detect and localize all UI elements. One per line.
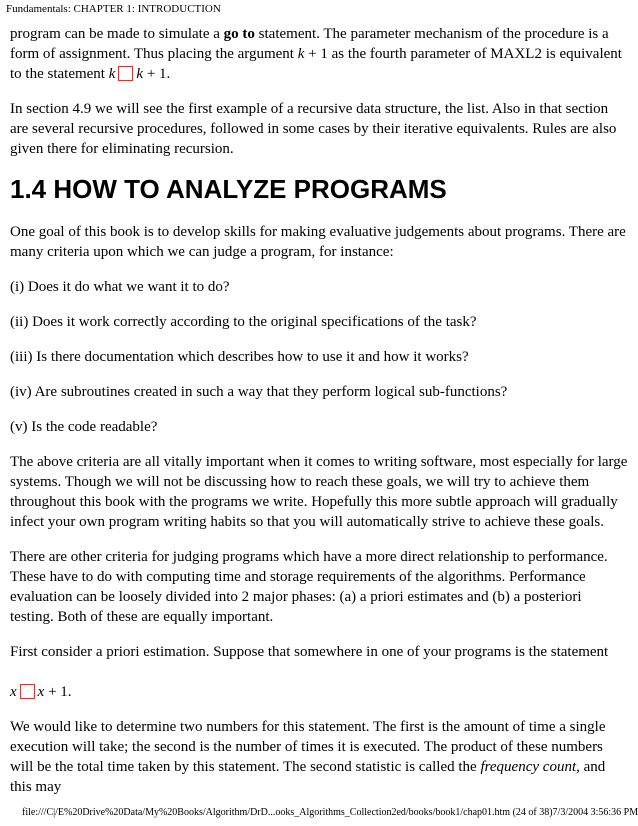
- frequency-count-term: frequency count,: [480, 759, 580, 775]
- criterion-item: (ii) Does it work correctly according to the original specifications of the task?: [10, 314, 477, 330]
- missing-glyph-box-icon: [118, 66, 133, 81]
- missing-glyph-box-icon: [20, 684, 35, 699]
- paragraph-7: We would like to determine two numbers for this statement. The first is the amount of time a single execution will take; the second is the number of times it is executed. The product of these numbers will be the total time taken by this statement. The second statistic is called the frequency count, and this may: [10, 719, 606, 795]
- paragraph-6: First consider a priori estimation. Suppose that somewhere in one of your programs is the statement: [10, 644, 609, 660]
- var-x: x: [10, 684, 17, 700]
- var-k: k: [136, 66, 144, 82]
- page-header: Fundamentals: CHAPTER 1: INTRODUCTION: [6, 3, 221, 15]
- var-k: k: [108, 66, 116, 82]
- paragraph-1: program can be made to simulate a go to statement. The parameter mechanism of the procedure is a form of assignment. Thus placing the argument k + 1 as the fourth parameter of MAXL2 is equivalent to the statement k k + 1.: [10, 26, 622, 82]
- paragraph-5: There are other criteria for judging programs which have a more direct relationship to performance. These have to do with computing time and storage requirements of the algorithms. Performance evaluation can be loosely divided into 2 major phases: (a) a priori estimates and (b) a posteriori testing. Both of these are equally important.: [10, 549, 608, 625]
- go-to-keyword: go to: [223, 26, 255, 42]
- criterion-item: (v) Is the code readable?: [10, 419, 158, 435]
- assignment-statement: x x + 1.: [10, 684, 72, 700]
- criterion-item: (i) Does it do what we want it to do?: [10, 279, 230, 295]
- criterion-item: (iii) Is there documentation which describes how to use it and how it works?: [10, 349, 469, 365]
- var-x: x: [37, 684, 45, 700]
- criterion-item: (iv) Are subroutines created in such a way that they perform logical sub-functions?: [10, 384, 508, 400]
- paragraph-4: The above criteria are all vitally important when it comes to writing software, most especially for large systems. Though we will not be discussing how to reach these goals, we will try to achieve them throughout this book with the programs we write. Hopefully this more subtle approach will gradually infect your own program writing habits so that you will automatically strive to achieve these goals.: [10, 454, 628, 530]
- paragraph-2: In section 4.9 we will see the first example of a recursive data structure, the list. Also in that section are several recursive procedures, followed in some cases by their iterative equivalents. Rules are also given there for eliminating recursion.: [10, 101, 617, 157]
- var-k: k: [297, 46, 305, 62]
- paragraph-3: One goal of this book is to develop skills for making evaluative judgements about programs. There are many criteria upon which we can judge a program, for instance:: [10, 224, 626, 260]
- section-heading: 1.4 HOW TO ANALYZE PROGRAMS: [10, 174, 447, 204]
- page-footer: file:///C|/E%20Drive%20Data/My%20Books/Algorithm/DrD...ooks_Algorithms_Collection2ed/books/book1/chap01.htm (24 of 38)7/3/2004 3:56:36 PM: [22, 807, 638, 818]
- document-body: [10, 24, 628, 812]
